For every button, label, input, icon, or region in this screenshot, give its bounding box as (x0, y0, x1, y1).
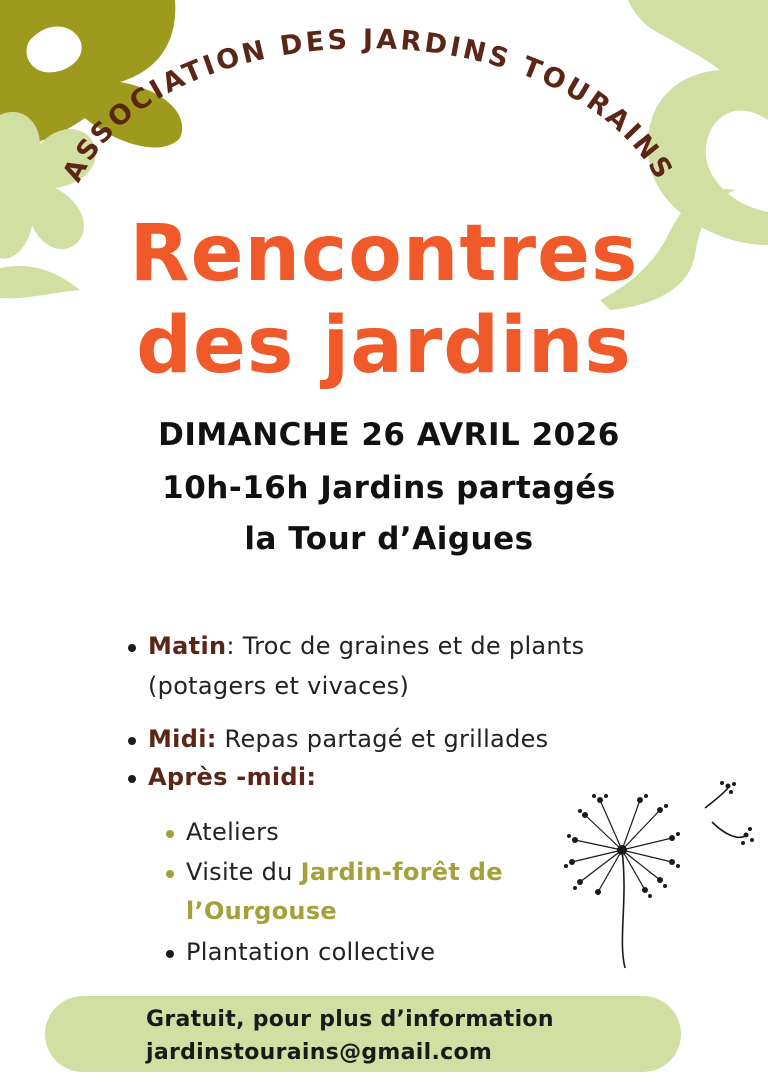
morning-text-continued: (potagers et vivaces) (148, 672, 410, 700)
title-line-1: Rencontres (129, 209, 639, 299)
title-line-2: des jardins (136, 301, 632, 391)
program-morning (148, 632, 584, 660)
sub-item-visit (186, 858, 503, 886)
event-time-place: 10h-16h Jardins partagés (162, 470, 616, 506)
event-location: la Tour d’Aigues (244, 521, 534, 557)
noon-text: Repas partagé et grillades (216, 725, 549, 753)
morning-text: : Troc de graines et de plants (226, 632, 585, 660)
sub-item-planting: Plantation collective (186, 938, 436, 966)
program-noon (148, 725, 548, 753)
sub-item-workshops: Ateliers (186, 818, 280, 846)
footer-line-1: Gratuit, pour plus d’information (146, 1007, 554, 1032)
visit-highlight-2: l’Ourgouse (186, 897, 337, 925)
sub-bullet-dot (166, 870, 174, 878)
program-afternoon (148, 763, 316, 791)
association-name: ASSOCIATION DES JARDINS TOURAINS (57, 24, 680, 188)
visit-prefix: Visite du (186, 858, 301, 886)
visit-highlight: Jardin-forêt de (300, 858, 503, 886)
morning-label: Matin (148, 632, 227, 660)
sub-item-visit-continued (186, 897, 337, 925)
event-date: DIMANCHE 26 AVRIL 2026 (158, 417, 620, 453)
noon-label: Midi: (148, 725, 217, 753)
sub-bullet-dot (166, 830, 174, 838)
dandelion-icon (564, 781, 754, 968)
sub-bullet-dot (166, 950, 174, 958)
footer-email: jardinstourains@gmail.com (146, 1040, 493, 1065)
bullet-dot (128, 644, 136, 652)
bullet-dot (128, 775, 136, 783)
afternoon-label: Après -midi: (148, 763, 317, 791)
bullet-dot (128, 737, 136, 745)
svg-text:ASSOCIATION DES JARDINS TOURAI (57, 24, 679, 187)
